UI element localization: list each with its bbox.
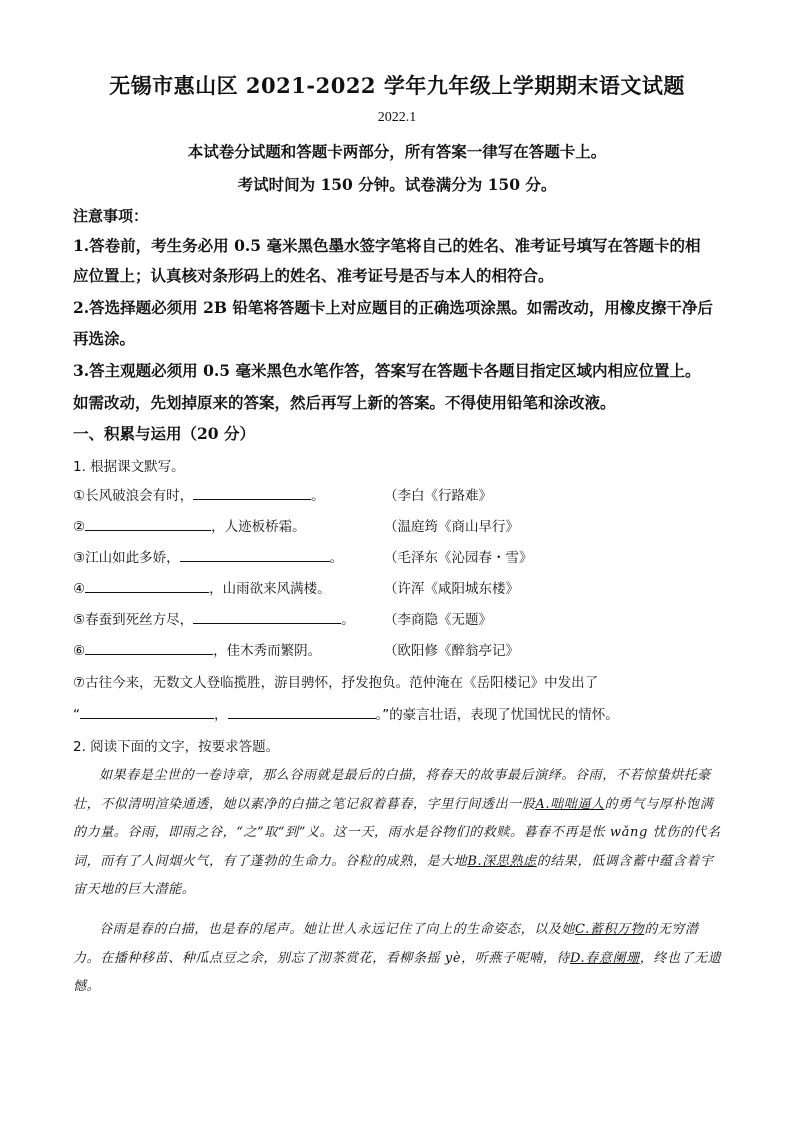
section-heading: 一、积累与运用（20 分） <box>73 424 255 443</box>
underlined-option-a: A.咄咄逼人 <box>535 796 605 812</box>
recitation-item <box>73 515 306 537</box>
item-post-text: 。 <box>329 550 344 566</box>
item-pre-text: ⑥ <box>73 643 86 659</box>
answer-blank[interactable] <box>85 516 211 531</box>
item-source: （李白《行路难》 <box>384 488 492 504</box>
item-source: （温庭筠《商山早行》 <box>384 519 519 535</box>
passage-text: 谷雨是春的白描，也是春的尾声。她让世人永远记住了向上的生命姿态，以及她 <box>99 922 576 937</box>
question-2-prompt: 2. 阅读下面的文字，按要求答题。 <box>73 739 280 755</box>
item-post-text: ，佳木秀而繁阴。 <box>213 643 322 659</box>
passage-paragraph-2 <box>73 916 723 1002</box>
item-post-text: 。 <box>341 612 355 628</box>
item-source: （欧阳修《醉翁亭记》 <box>384 643 519 659</box>
exam-date: 2022.1 <box>377 110 417 125</box>
passage-text: 的勇气与厚朴饱满的力量。谷雨，即雨之谷，“之”取“到”义。这一天，雨水是谷物们的救赎。暮春不再是怅 wǎng 忧伤的代名词，而有了人间烟火气，有了蓬勃的生命力。谷粒的成熟，是大地 <box>73 796 721 869</box>
item-pre-text: ③江山如此多娇， <box>73 550 180 566</box>
item-source: （李商隐《无题》 <box>384 612 492 628</box>
underlined-option-d: D.春意阑珊 <box>569 950 640 966</box>
close-text: 。”的豪言壮语，表现了忧国忧民的情怀。 <box>375 707 619 723</box>
passage-paragraph-1 <box>73 762 723 905</box>
recitation-item <box>73 546 343 568</box>
answer-blank[interactable] <box>193 609 341 624</box>
answer-blank[interactable] <box>85 640 213 655</box>
question-1-prompt: 1. 根据课文默写。 <box>73 459 185 475</box>
item-post-text: ，人迹板桥霜。 <box>211 519 306 535</box>
passage-text: ，终也了无遗憾。 <box>73 950 722 994</box>
notice-line: 2.答选择题必须用 2B 铅笔将答题卡上对应题目的正确选项涂黑。如需改动，用橡皮擦干净后 <box>73 298 713 317</box>
recitation-item <box>73 484 325 506</box>
item-source: （许浑《咸阳城东楼》 <box>384 581 519 597</box>
passage-text: 的结果，低调含蓄中蕴含着宇宙天地的巨大潜能。 <box>73 853 714 897</box>
item-pre-text: ①长风破浪会有时， <box>73 488 194 504</box>
passage-text: 如果春是尘世的一卷诗章，那么谷雨就是最后的白描，将春天的故事最后演绎。谷雨，不若惊蛰烘托豪壮，不似清明渲染通透，她以素净的白描之笔记叙着暮春，字里行间透出一股 <box>73 768 712 812</box>
item-pre-text: ② <box>73 519 86 535</box>
recitation-item-7-line-1: ⑦古往今来，无数文人登临揽胜，游目骋怀，抒发抱负。范仲淹在《岳阳楼记》中发出了 <box>73 675 599 691</box>
item-post-text: 。 <box>311 488 325 504</box>
answer-blank[interactable] <box>80 704 214 719</box>
item-post-text: ，山雨欲来风满楼。 <box>209 581 331 597</box>
intro-line-1: 本试卷分试题和答题卡两部分，所有答案一律写在答题卡上。 <box>187 142 607 161</box>
open-quote: “ <box>73 707 80 723</box>
intro-line-2: 考试时间为 150 分钟。试卷满分为 150 分。 <box>237 175 557 194</box>
passage-text: 的无穷潜力。在播种移苗、种瓜点豆之余，别忘了沏茶赏花，看柳条摇 yè，听燕子呢喃，待 <box>73 922 699 966</box>
recitation-item <box>73 577 331 599</box>
underlined-option-b: B.深思熟虑 <box>467 853 537 869</box>
notice-heading: 注意事项： <box>73 207 149 225</box>
recitation-item <box>73 608 355 630</box>
item-pre-text: ④ <box>73 581 86 597</box>
underlined-option-c: C.蓄积万物 <box>575 922 645 937</box>
mid-comma: ， <box>214 707 228 723</box>
answer-blank[interactable] <box>193 485 311 500</box>
notice-line: 应位置上；认真核对条形码上的姓名、准考证号是否与本人的相符合。 <box>73 266 554 285</box>
answer-blank[interactable] <box>228 704 376 719</box>
page-title: 无锡市惠山区 2021-2022 学年九年级上学期期末语文试题 <box>109 73 685 98</box>
notice-line: 3.答主观题必须用 0.5 毫米黑色水笔作答，答案写在答题卡各题目指定区域内相应位置上。 <box>73 361 701 380</box>
item-pre-text: ⑤春蚕到死丝方尽， <box>73 612 194 628</box>
notice-line: 如需改动，先划掉原来的答案，然后再写上新的答案。不得使用铅笔和涂改液。 <box>73 393 616 412</box>
notice-line: 再选涂。 <box>73 329 136 348</box>
recitation-item-7-line-2 <box>73 703 619 725</box>
answer-blank[interactable] <box>85 578 209 593</box>
recitation-item <box>73 639 321 661</box>
answer-blank[interactable] <box>180 547 330 562</box>
notice-line: 1.答卷前，考生务必用 0.5 毫米黑色墨水签字笔将自己的姓名、准考证号填写在答题卡的相 <box>73 236 701 255</box>
item-source: （毛泽东《沁园春・雪》 <box>384 550 533 566</box>
